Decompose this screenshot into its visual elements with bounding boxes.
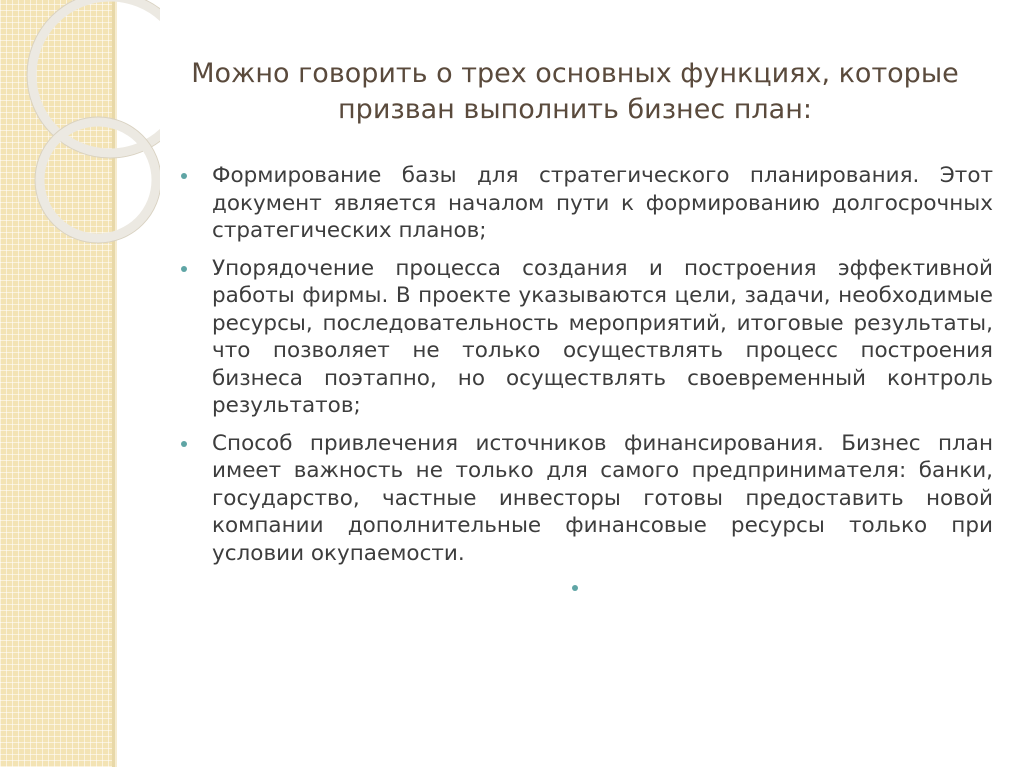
decorative-rings bbox=[0, 0, 160, 260]
decorative-ring-large bbox=[32, 0, 160, 153]
bullet-item bbox=[175, 162, 993, 245]
bullet-text: Упорядочение процесса создания и построения эффективной работы фирмы. В проекте указываются цели, задачи, необходимые ресурсы, последовательность мероприятий, итоговые результаты, что позволяет не только осуществлять процесс построения бизнеса поэтапно, но осуществлять своевременный контроль результатов; bbox=[212, 255, 993, 418]
bullet-text: Формирование базы для стратегического планирования. Этот документ является началом пути к формированию долгосрочных стратегических планов; bbox=[212, 163, 993, 243]
slide-title-line: Можно говорить о трех основных функциях, которые bbox=[191, 58, 959, 89]
decorative-ring-small bbox=[40, 122, 156, 238]
bullet-dot-icon bbox=[181, 441, 187, 447]
bullet-dot-icon bbox=[181, 173, 187, 179]
slide-title-line: призван выполнить бизнес план: bbox=[338, 94, 812, 125]
bullet-item bbox=[175, 430, 993, 568]
bullet-text: Способ привлечения источников финансирования. Бизнес план имеет важность не только для самого предпринимателя: банки, государство, частные инвесторы готовы предоставить новой компании дополнительные финансовые ресурсы только при условии окупаемости. bbox=[212, 430, 993, 566]
bullet-item bbox=[175, 255, 993, 420]
bullet-list bbox=[175, 162, 993, 577]
empty-bullet-dot-icon bbox=[572, 585, 578, 591]
slide-title bbox=[150, 56, 1000, 128]
bullet-dot-icon bbox=[181, 266, 187, 272]
